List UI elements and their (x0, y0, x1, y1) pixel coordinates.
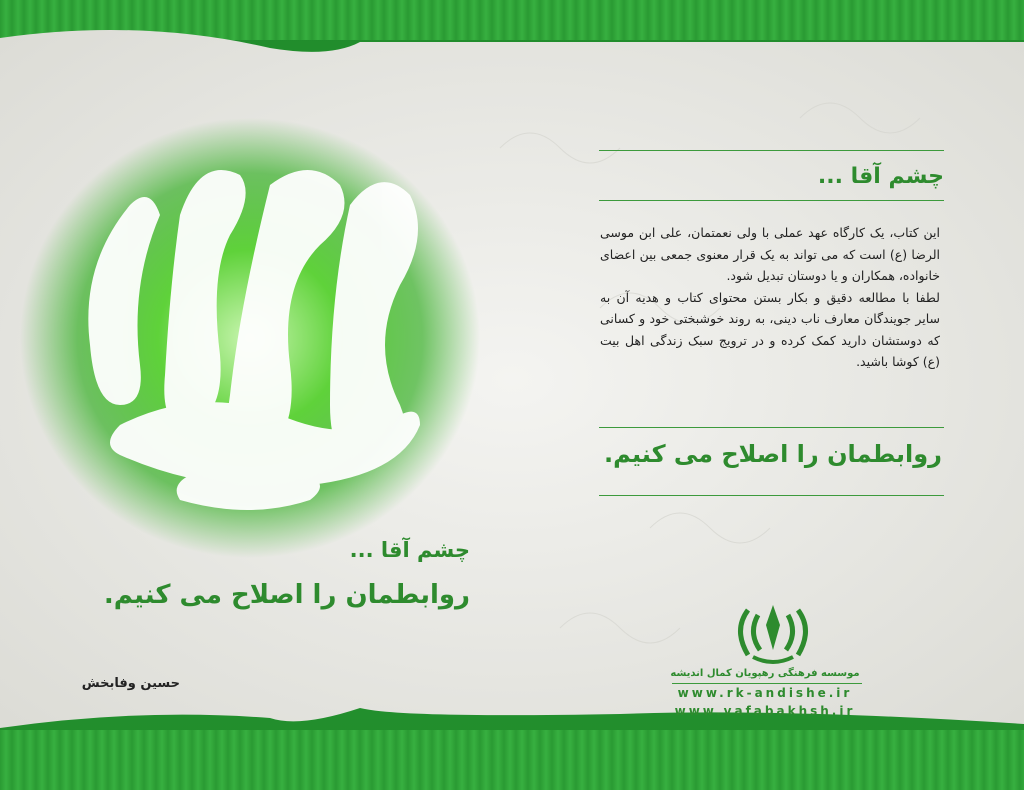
publisher-name: موسسه فرهنگی رهپویان کمال اندیشه (670, 668, 860, 679)
left-page-heading: چشم آقا ... (349, 538, 470, 562)
calligraphy-artwork (30, 95, 480, 545)
bottom-green-band (0, 730, 1024, 790)
body-paragraph-1: این کتاب، یک کارگاه عهد عملی با ولی نعمتمان، علی ابن موسی الرضا (ع) است که می تواند به یک قرار معنوی جمعی بین اعضای خانواده، همکاران و یا دوستان تبدیل شود. (600, 225, 940, 283)
middle-rule (599, 427, 944, 428)
website-link-2[interactable]: www.vafabakhsh.ir (674, 704, 856, 718)
publisher-rule (672, 683, 862, 684)
left-page-slogan: روابطمان را اصلاح می کنیم. (103, 580, 470, 610)
right-page-body (600, 222, 940, 373)
calligraphy-icon (30, 95, 480, 545)
publisher-logo-icon (728, 595, 818, 670)
right-page-slogan: روابطمان را اصلاح می کنیم. (604, 440, 942, 468)
top-rule-1 (599, 150, 944, 151)
website-link-1[interactable]: www.rk-andishe.ir (677, 686, 853, 700)
body-paragraph-2: لطفا با مطالعه دقیق و بکار بستن محتوای کتاب و هدیه آن به سایر جویندگان معارف ناب دینی، به روند خوشبختی خود و کسانی که دوستشان دارید کمک کرده و در ترویج سبک زندگی اهل بیت (ع) کوشا باشید. (600, 289, 940, 369)
top-rule-2 (599, 200, 944, 201)
author-name: حسین وفابخش (81, 676, 180, 691)
right-page-heading: چشم آقا ... (817, 164, 944, 189)
bottom-rule (599, 495, 944, 496)
